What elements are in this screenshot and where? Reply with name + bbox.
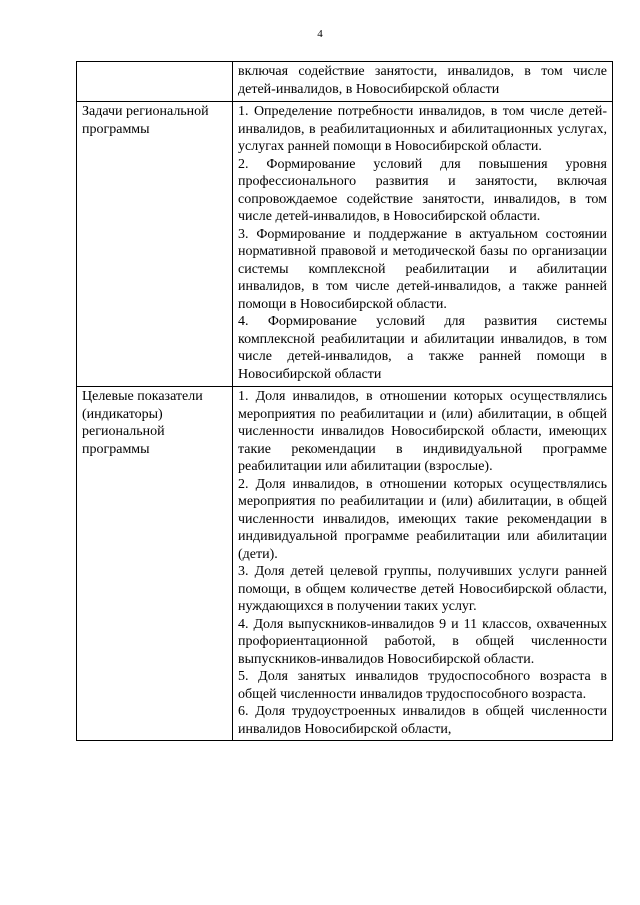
- indicator-item: 2. Доля инвалидов, в отношении которых осуществлялись мероприятия по реабилитации и (или) абилитации, в общей численности инвалидов, имеющих такие рекомендации в индивидуальной программе реабилитации или абилитации (дети).: [238, 476, 607, 562]
- row-content-indicators: [233, 387, 613, 741]
- page-number: 4: [317, 28, 323, 40]
- task-item: 4. Формирование условий для развития системы комплексной реабилитации и абилитации инвалидов, в том числе детей-инвалидов, а также ранней помощи в Новосибирской области: [238, 314, 607, 382]
- indicator-item: 4. Доля выпускников-инвалидов 9 и 11 классов, охваченных профориентационной работой, в общей численности выпускников-инвалидов Новосибирской области.: [238, 616, 607, 667]
- table-row: [77, 387, 613, 741]
- table-row: [77, 102, 613, 387]
- table-row: [77, 62, 613, 102]
- row-label-indicators: Целевые показатели (индикаторы) региональной программы: [77, 387, 233, 741]
- row-content-tasks: [233, 102, 613, 387]
- row-label: [77, 62, 233, 102]
- content-paragraph: включая содействие занятости, инвалидов, в том числе детей-инвалидов, в Новосибирской области: [238, 64, 607, 97]
- indicator-item: 6. Доля трудоустроенных инвалидов в общей численности инвалидов Новосибирской области,: [238, 704, 607, 737]
- task-item: 3. Формирование и поддержание в актуальном состоянии нормативной правовой и методической базы по организации системы комплексной реабилитации и абилитации инвалидов, в том числе детей-инвалидов, а также ранней помощи в Новосибирской области.: [238, 226, 607, 312]
- row-content: [233, 62, 613, 102]
- task-item: 2. Формирование условий для повышения уровня профессионального развития и занятости, включая сопровождаемое содействие занятости, инвалидов, в том числе детей-инвалидов, в Новосибирской области.: [238, 156, 607, 224]
- indicator-item: 1. Доля инвалидов, в отношении которых осуществлялись мероприятия по реабилитации и (или) абилитации, в общей численности инвалидов Новосибирской области, имеющих такие рекомендации в индивидуальной программе реабилитации или абилитации (взрослые).: [238, 389, 607, 474]
- indicator-item: 5. Доля занятых инвалидов трудоспособного возраста в общей численности инвалидов трудоспособного возраста.: [238, 669, 607, 702]
- task-item: 1. Определение потребности инвалидов, в том числе детей-инвалидов, в реабилитационных и абилитационных услугах, услугах ранней помощи в Новосибирской области.: [238, 104, 607, 154]
- row-label-tasks: Задачи региональной программы: [77, 102, 233, 387]
- program-passport-table: [76, 61, 613, 741]
- indicator-item: 3. Доля детей целевой группы, получивших услуги ранней помощи, в общем количестве детей Новосибирской области, нуждающихся в получении таких услуг.: [238, 564, 607, 614]
